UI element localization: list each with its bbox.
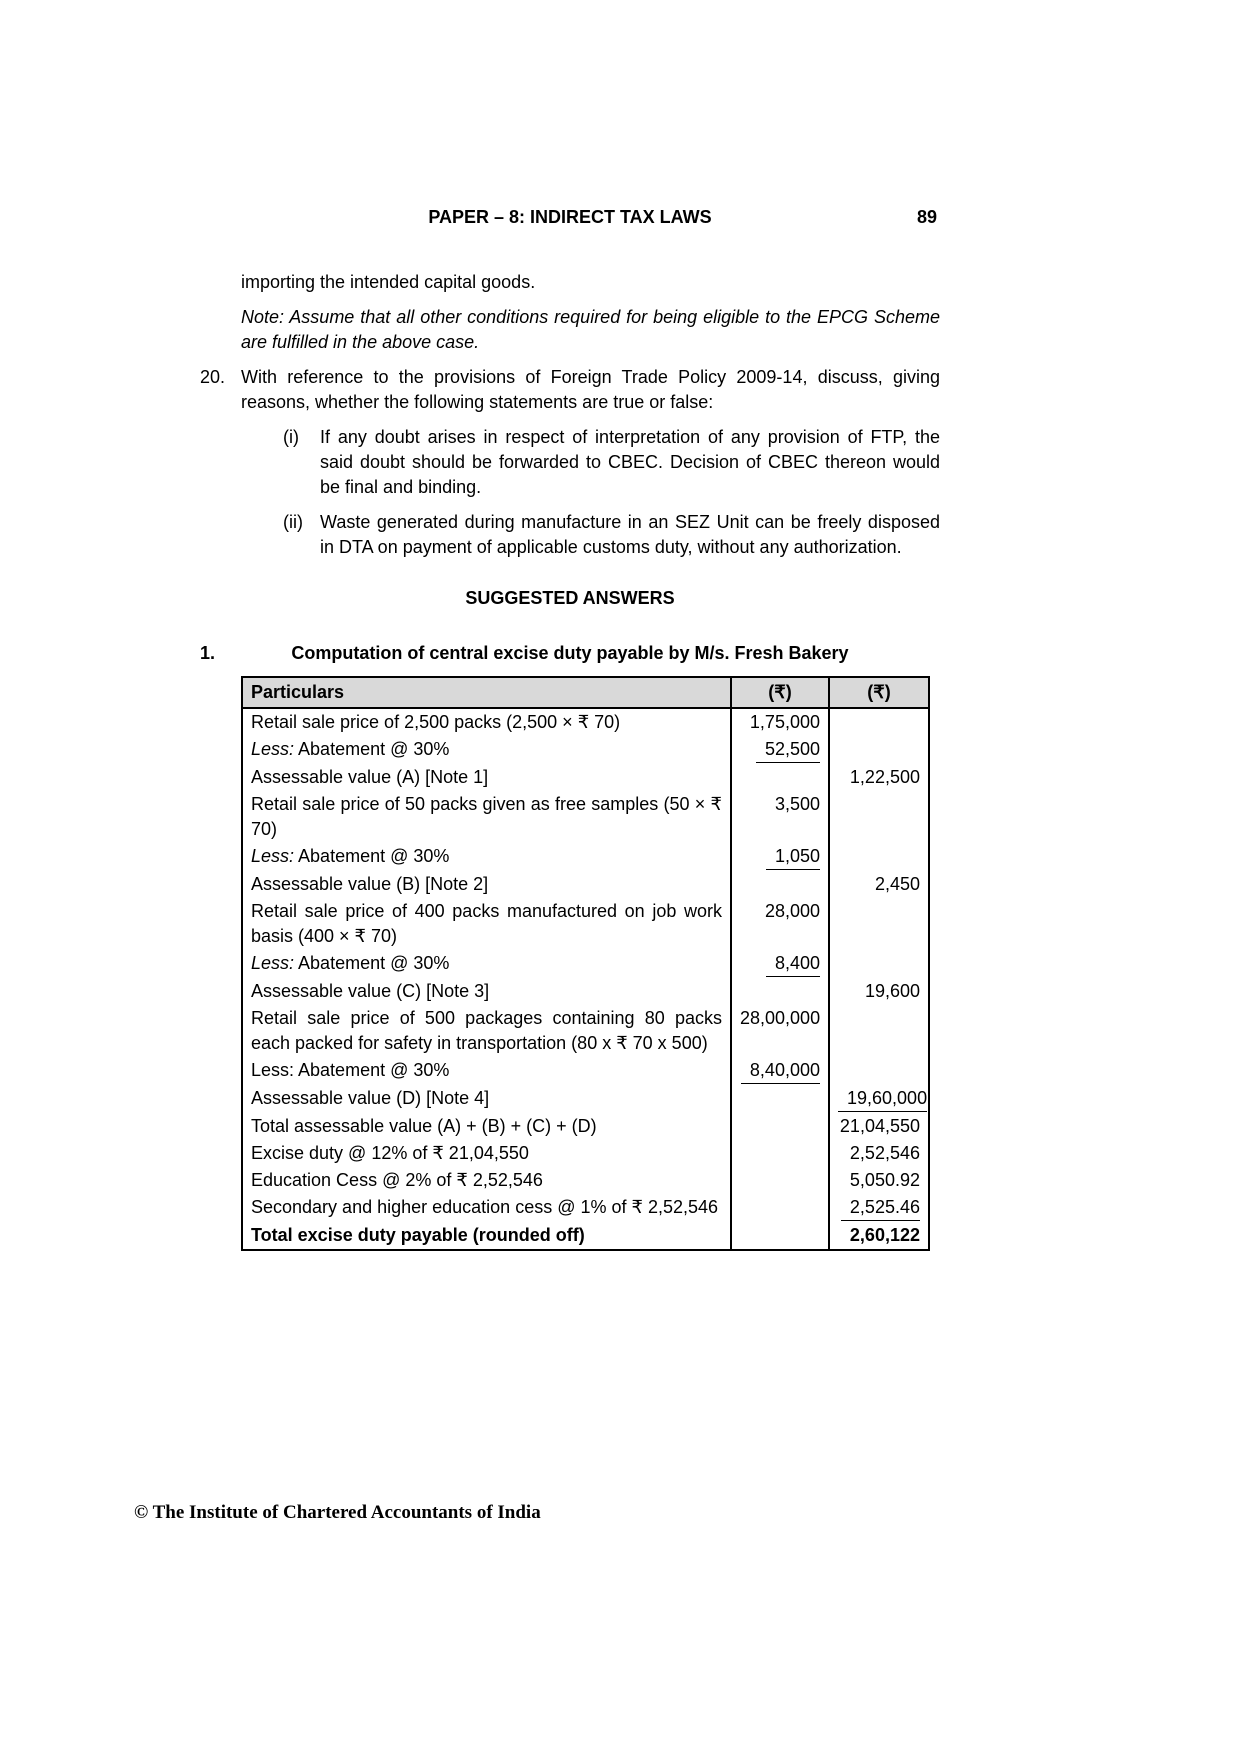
item-i-text: If any doubt arises in respect of interpretation of any provision of FTP, the said doubt should be forwarded to CBEC. Decision of CBEC thereon would be final and binding. (320, 427, 940, 497)
table-row (242, 1140, 929, 1167)
amount-col1-cell (731, 1140, 829, 1167)
suggested-answers-heading: SUGGESTED ANSWERS (465, 588, 675, 608)
copyright-footer: © The Institute of Chartered Accountants of India (134, 1502, 541, 1523)
particulars-cell: Less: Abatement @ 30% (242, 950, 731, 978)
table-row (242, 708, 929, 736)
amount-value: 8,400 (766, 951, 820, 977)
answer-1-heading (200, 641, 940, 666)
amount-value: 19,600 (864, 981, 920, 1001)
computation-table-body (242, 708, 929, 1250)
amount-col1-cell (731, 1085, 829, 1113)
particulars-cell: Secondary and higher education cess @ 1% of ₹ 2,52,546 (242, 1194, 731, 1222)
paragraph-capital-goods: importing the intended capital goods. (241, 272, 536, 292)
amount-col1-cell (731, 978, 829, 1005)
amount-col1-cell (731, 791, 829, 843)
amount-value: 2,525.46 (841, 1195, 920, 1221)
table-row (242, 843, 929, 871)
particulars-cell: Retail sale price of 50 packs given as free samples (50 × ₹ 70) (242, 791, 731, 843)
table-row (242, 950, 929, 978)
particulars-cell: Total assessable value (A) + (B) + (C) + (D) (242, 1113, 731, 1140)
particulars-cell: Assessable value (D) [Note 4] (242, 1085, 731, 1113)
amount-col1-cell (731, 1194, 829, 1222)
table-row (242, 1167, 929, 1194)
amount-col1-cell (731, 736, 829, 764)
amount-value: 28,000 (764, 901, 820, 921)
amount-col1-cell (731, 1005, 829, 1057)
table-row (242, 1057, 929, 1085)
particulars-cell: Assessable value (C) [Note 3] (242, 978, 731, 1005)
answer-1-title: Computation of central excise duty payable by M/s. Fresh Bakery (291, 643, 849, 663)
table-row (242, 978, 929, 1005)
less-prefix: Less: (251, 846, 295, 866)
note-paragraph: Note: Assume that all other conditions required for being eligible to the EPCG Scheme are fulfilled in the above case. (241, 307, 940, 352)
amount-value: 21,04,550 (839, 1116, 920, 1136)
table-row (242, 1005, 929, 1057)
amount-col1-cell (731, 1057, 829, 1085)
page-header-title: PAPER – 8: INDIRECT TAX LAWS (428, 207, 712, 227)
amount-col2-cell (829, 1085, 929, 1113)
table-row (242, 764, 929, 791)
amount-col2-cell (829, 1140, 929, 1167)
table-row (242, 898, 929, 950)
amount-col1-cell (731, 871, 829, 898)
table-header-row (242, 677, 929, 708)
table-row (242, 1194, 929, 1222)
table-row (242, 871, 929, 898)
amount-col2-cell (829, 978, 929, 1005)
amount-col2-cell (829, 950, 929, 978)
amount-col2-cell (829, 764, 929, 791)
amount-value: 8,40,000 (741, 1058, 820, 1084)
amount-col2-cell (829, 1113, 929, 1140)
particulars-cell: Total excise duty payable (rounded off) (242, 1222, 731, 1250)
less-prefix: Less: (251, 953, 295, 973)
amount-value: 1,22,500 (849, 767, 920, 787)
particulars-cell: Assessable value (A) [Note 1] (242, 764, 731, 791)
page-number: 89 (916, 207, 937, 227)
amount-col2-cell (829, 843, 929, 871)
answer-1-number: 1. (200, 643, 216, 663)
amount-col2-cell (829, 1222, 929, 1250)
amount-col2-cell (829, 791, 929, 843)
particulars-cell: Less: Abatement @ 30% (242, 736, 731, 764)
amount-value: 2,450 (874, 874, 920, 894)
amount-col1-cell (731, 1222, 829, 1250)
question-20-item-ii (283, 510, 940, 560)
amount-col2-cell (829, 708, 929, 736)
header-rupee-col1: (₹) (731, 677, 829, 708)
amount-value: 1,050 (766, 844, 820, 870)
amount-value: 19,60,000 (838, 1086, 927, 1112)
amount-value: 52,500 (756, 737, 820, 763)
particulars-cell: Retail sale price of 2,500 packs (2,500 × ₹ 70) (242, 708, 731, 736)
amount-col1-cell (731, 950, 829, 978)
item-ii-label: (ii) (283, 512, 303, 532)
amount-col1-cell (731, 843, 829, 871)
table-row (242, 1085, 929, 1113)
particulars-cell: Excise duty @ 12% of ₹ 21,04,550 (242, 1140, 731, 1167)
amount-col1-cell (731, 1167, 829, 1194)
question-20-number: 20. (200, 367, 226, 387)
particulars-cell: Retail sale price of 500 packages containing 80 packs each packed for safety in transportation (80 x ₹ 70 x 500) (242, 1005, 731, 1057)
particulars-cell: Assessable value (B) [Note 2] (242, 871, 731, 898)
amount-col1-cell (731, 708, 829, 736)
amount-col2-cell (829, 898, 929, 950)
table-row (242, 736, 929, 764)
amount-col2-cell (829, 1057, 929, 1085)
question-20 (200, 365, 940, 415)
amount-col1-cell (731, 898, 829, 950)
particulars-cell: Retail sale price of 400 packs manufactured on job work basis (400 × ₹ 70) (242, 898, 731, 950)
item-ii-text: Waste generated during manufacture in an SEZ Unit can be freely disposed in DTA on payment of applicable customs duty, without any authorization. (320, 512, 940, 557)
table-row (242, 1222, 929, 1250)
particulars-cell: Less: Abatement @ 30% (242, 843, 731, 871)
question-20-text: With reference to the provisions of Foreign Trade Policy 2009-14, discuss, giving reasons, whether the following statements are true or false: (241, 367, 940, 412)
page-header (200, 205, 940, 230)
amount-value: 5,050.92 (849, 1170, 920, 1190)
question-20-item-i (283, 425, 940, 500)
amount-value: 2,52,546 (849, 1143, 920, 1163)
computation-table-header (242, 677, 929, 708)
header-rupee-col2: (₹) (829, 677, 929, 708)
page-content (200, 205, 940, 1251)
amount-col2-cell (829, 1194, 929, 1222)
amount-col1-cell (731, 1113, 829, 1140)
amount-col2-cell (829, 871, 929, 898)
amount-col1-cell (731, 764, 829, 791)
computation-table (241, 676, 930, 1251)
table-row (242, 1113, 929, 1140)
amount-value: 2,60,122 (849, 1225, 920, 1245)
amount-col2-cell (829, 1167, 929, 1194)
particulars-cell: Education Cess @ 2% of ₹ 2,52,546 (242, 1167, 731, 1194)
particulars-cell: Less: Abatement @ 30% (242, 1057, 731, 1085)
amount-value: 28,00,000 (740, 1008, 821, 1028)
table-row (242, 791, 929, 843)
item-i-label: (i) (283, 427, 299, 447)
amount-col2-cell (829, 736, 929, 764)
header-particulars: Particulars (242, 677, 731, 708)
amount-value: 3,500 (774, 794, 820, 814)
amount-col2-cell (829, 1005, 929, 1057)
less-prefix: Less: (251, 739, 295, 759)
amount-value: 1,75,000 (749, 712, 820, 732)
